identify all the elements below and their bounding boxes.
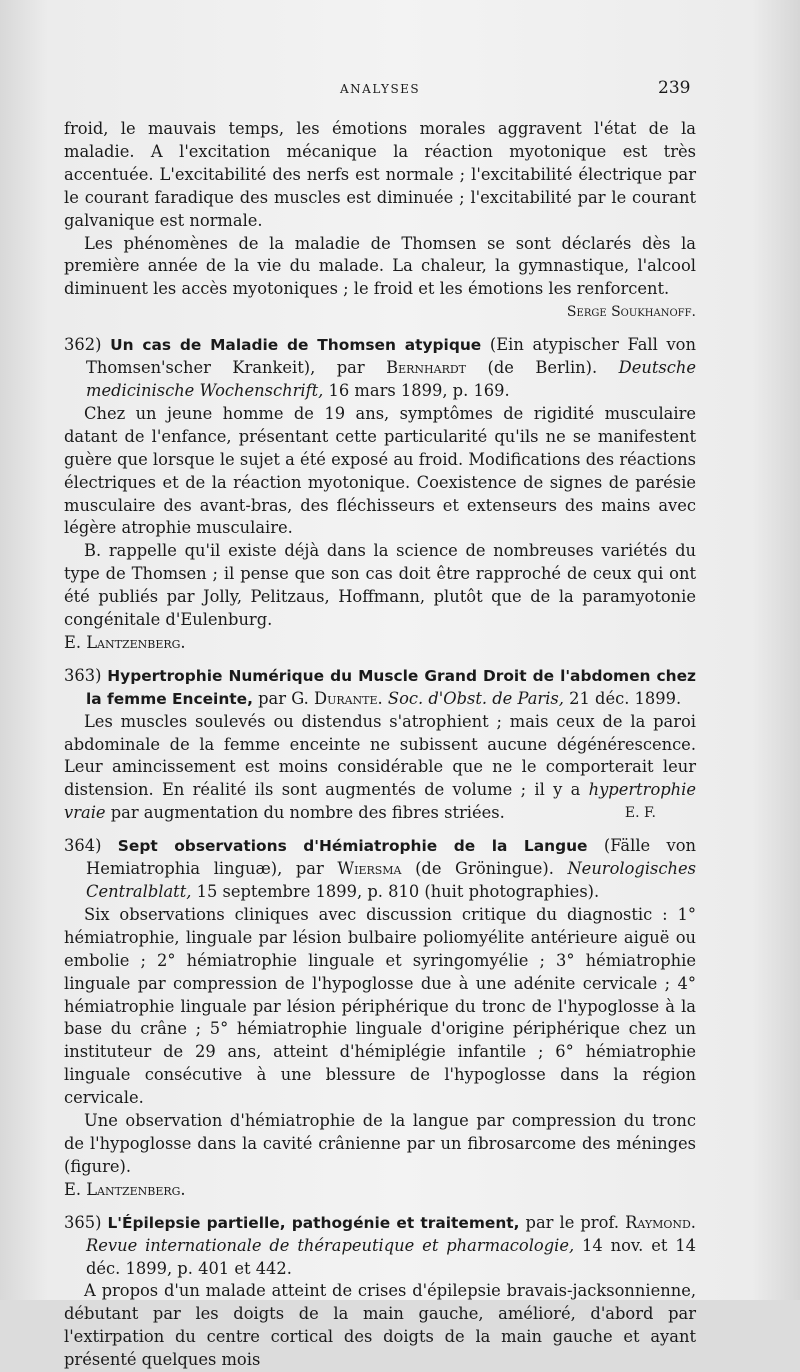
entry-heading: [64, 1212, 696, 1281]
entry-paragraph: Six observations cliniques avec discussion critique du diagnostic : 1° hémiatrophie, linguale par lésion bulbaire poliomyélite antérieure aiguë ou embolie ; 2° hémiatrophie linguale et syringomyélie ; 3° hémiatrophie linguale par compression de l'hypoglosse due à une adénite cervicale ; 4° hémiatrophie linguale par lésion périphérique du tronc de l'hypoglosse à la base du crâne ; 5° hémiatrophie linguale d'origine périphérique chez un instituteur de 29 ans, atteint d'hémiplégie infantile ; 6° hémiatrophie linguale consécutive à une blessure de l'hypoglosse dans la région cervicale.: [64, 904, 696, 1108]
entry-details: 14 nov. et 14 déc. 1899, p. 401 et 442.: [86, 1235, 696, 1278]
entry-heading: [64, 665, 696, 711]
paragraph-text: Les phénomènes de la maladie de Thomsen se sont déclarés dès la première année de la vie du malade. La chaleur, la gymnastique, l'alcool diminuent les accès myotoniques ; le froid et les émotions les renforcent.: [64, 233, 696, 299]
entry-title: L'Épilepsie partielle, pathogénie et traitement,: [107, 1213, 520, 1232]
entry-title: Un cas de Maladie de Thomsen atypique: [110, 336, 482, 355]
signature: Serge Soukhanoff.: [566, 304, 696, 321]
entry-journal: Deutsche medicinische Wochenschrift,: [86, 358, 696, 400]
entry-heading: [64, 835, 696, 904]
entry-title: Hypertrophie Numérique du Muscle Grand Droit de l'abdomen chez la femme Enceinte,: [86, 666, 696, 708]
entry-362: [64, 334, 696, 655]
page-header: [0, 78, 800, 102]
entry-title: Sept observations d'Hémiatrophie de la Langue: [117, 837, 588, 856]
entry-heading: [64, 334, 696, 403]
running-head: ANALYSES: [340, 82, 421, 96]
signature: E. Lantzenberg.: [64, 632, 186, 652]
entry-author: Wiersma: [337, 859, 402, 879]
continuation-paragraph: [64, 233, 696, 325]
entry-journal: Revue internationale de thérapeutique et pharmacologie,: [86, 1235, 575, 1255]
entry-363: [64, 665, 696, 825]
entry-365: [64, 1212, 696, 1372]
entry-364: [64, 835, 696, 1202]
entry-number: 362): [64, 335, 102, 355]
entry-number: 365): [64, 1212, 102, 1232]
emphasis: hypertrophie vraie: [64, 780, 696, 823]
continuation-paragraph: froid, le mauvais temps, les émotions morales aggravent l'état de la maladie. A l'excitation mécanique la réaction myotonique est très accentuée. L'excitabilité des nerfs est normale ; l'excitabilité électrique par le courant faradique des muscles est diminuée ; l'excitabilité par le courant galvanique est normale.: [64, 119, 696, 230]
entry-paragraph: [64, 711, 696, 826]
entry-details: (de Gröningue).: [415, 859, 554, 879]
entry-number: 363): [64, 665, 102, 685]
entry-details: 16 mars 1899, p. 169.: [328, 380, 510, 400]
paragraph-text: par augmentation du nombre des fibres striées.: [110, 803, 505, 823]
signature: E. Lantzenberg.: [64, 1179, 186, 1199]
page-body: [64, 118, 696, 1372]
entry-details: (de Berlin).: [487, 358, 598, 378]
entry-author: G. Durante.: [291, 688, 383, 708]
entry-details: par le prof.: [525, 1212, 620, 1232]
entry-paragraph: Une observation d'hémiatrophie de la langue par compression du tronc de l'hypoglosse dans la cavité crânienne par un fibrosarcome des méninges (figure).: [64, 1111, 696, 1176]
entry-author: Raymond.: [625, 1212, 696, 1232]
signature: E. F.: [624, 805, 656, 822]
entry-details: 21 déc. 1899.: [569, 688, 682, 708]
entry-author: Bernhardt: [386, 358, 467, 378]
entry-paragraph: B. rappelle qu'il existe déjà dans la science de nombreuses variétés du type de Thomsen ; il pense que son cas doit être rapproché de ceux qui ont été publiés par Jolly, Pelitzaus, Hoffmann, plutôt que de la paramyotonie congénitale d'Eulenburg.: [64, 541, 696, 630]
entry-details: (Ein atypischer Fall von Thomsen'scher Krankeit), par: [86, 335, 696, 378]
entry-journal: Neurologisches Centralblatt,: [86, 859, 696, 901]
entry-details: (Fälle von Hemiatrophia linguæ), par: [86, 836, 696, 879]
entry-journal: Soc. d'Obst. de Paris,: [387, 688, 564, 708]
entry-paragraph: Chez un jeune homme de 19 ans, symptômes de rigidité musculaire datant de l'enfance, présentant cette particularité qu'ils ne se manifestent guère que lorsque le sujet a été exposé au froid. Modifications des réactions électriques et de la réaction myotonique. Coexistence de signes de parésie musculaire des avant-bras, des fléchisseurs et extenseurs des mains avec légère atrophie musculaire.: [64, 403, 696, 538]
entry-details: 15 septembre 1899, p. 810 (huit photographies).: [196, 882, 600, 901]
paragraph-text: Les muscles soulevés ou distendus s'atrophient ; mais ceux de la paroi abdominale de la femme enceinte ne subissent aucune dégénérescence. Leur amincissement est moins considérable que ne le comporterait leur distension. En réalité ils sont augmentés de volume ; il y a: [64, 711, 696, 800]
entry-number: 364): [64, 836, 102, 856]
page-number: 239: [658, 78, 691, 98]
entry-paragraph: A propos d'un malade atteint de crises d'épilepsie bravais-jacksonnienne, débutant par les doigts de la main gauche, amélioré, d'abord par l'extirpation du centre cortical des doigts de la main gauche et ayant présenté quelques mois: [64, 1281, 696, 1370]
entry-details: par: [258, 688, 287, 708]
